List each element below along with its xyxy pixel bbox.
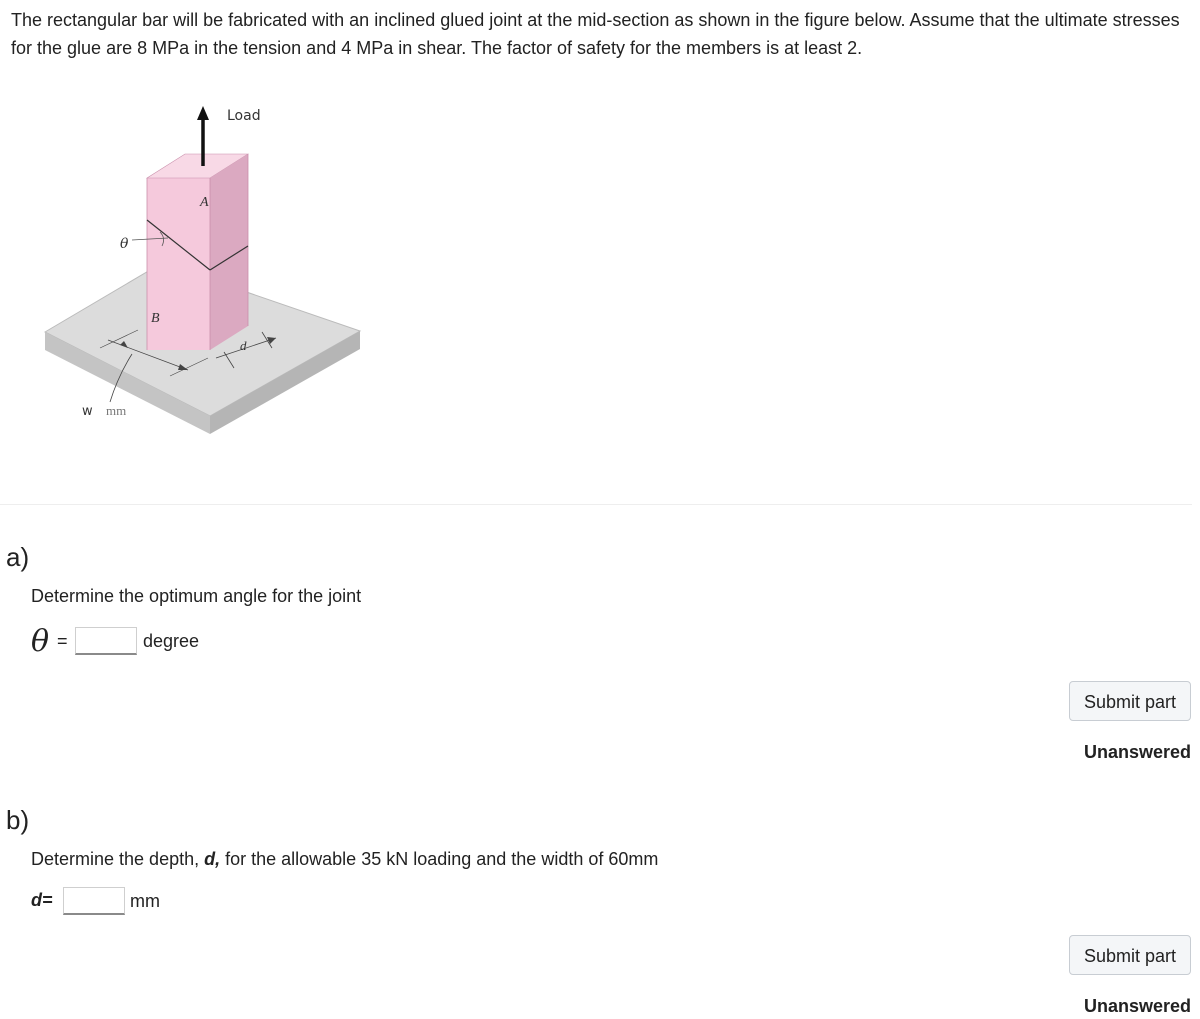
load-arrow-head xyxy=(197,106,209,120)
bar-joint-figure xyxy=(20,96,380,446)
mm-label: mm xyxy=(106,403,127,418)
part-b-submit-button[interactable]: Submit part xyxy=(1069,935,1191,975)
load-label: Load xyxy=(227,108,261,124)
d-symbol: d= xyxy=(31,890,53,910)
part-b-status: Unanswered xyxy=(1083,996,1191,1016)
d-label: d xyxy=(240,338,247,353)
problem-statement: The rectangular bar will be fabricated with an inclined glued joint at the mid-section as shown in the figure below. Assume that the ultimate stresses for the glue are 8 MPa in the tension and 4 MPa in shear. The factor of safety for the members is at least 2. xyxy=(11,10,1180,58)
depth-unit-label: mm xyxy=(130,891,160,911)
theta-symbol: θ xyxy=(31,624,50,659)
point-a-label: A xyxy=(200,195,209,210)
part-a-label: a) xyxy=(6,542,30,572)
part-b-question-var: d, xyxy=(204,849,221,869)
part-a-question: Determine the optimum angle for the joint xyxy=(31,586,362,606)
part-b-question-prefix: Determine the depth, xyxy=(31,849,205,869)
part-a-submit-button[interactable]: Submit part xyxy=(1069,681,1191,721)
angle-unit-label: degree xyxy=(143,631,200,651)
w-label: w xyxy=(82,404,93,419)
part-b-question xyxy=(31,849,658,870)
theta-label: θ xyxy=(120,236,129,252)
part-a-status: Unanswered xyxy=(1083,742,1191,762)
part-b-label: b) xyxy=(6,805,30,835)
section-divider xyxy=(0,504,1192,505)
point-b-label: B xyxy=(151,311,160,326)
part-b-question-suffix: for the allowable 35 kN loading and the width of 60mm xyxy=(220,849,659,869)
equals-sign: = xyxy=(57,631,68,651)
depth-answer-input[interactable] xyxy=(63,887,125,915)
angle-answer-input[interactable] xyxy=(75,627,137,655)
figure-svg xyxy=(20,96,380,446)
